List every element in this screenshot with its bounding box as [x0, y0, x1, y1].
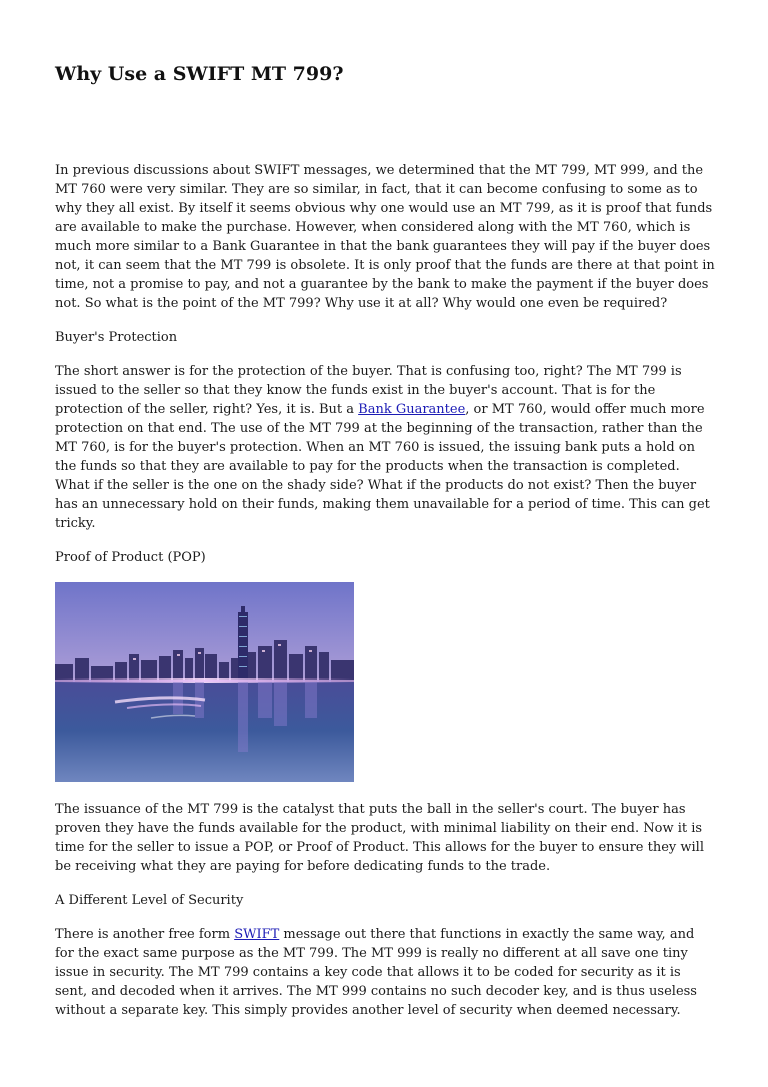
bank-guarantee-link[interactable]: Bank Guarantee — [358, 402, 466, 417]
city-skyline-image — [55, 582, 354, 782]
section-heading-security: A Different Level of Security — [55, 893, 244, 908]
paragraph-text: message out there that functions in exactly the same way, and for the exact same purpose as the MT 799. The MT 999 is really no different at all save one tiny issue in security. The MT 799 contains a key code that allows it to be coded for security as it is sent, and decoded when it arrives. The MT 999 contains no such decoder key, and is thus useless without a separate key. This simply provides another level of security when deemed necessary. — [55, 927, 697, 1018]
section-heading-proof-of-product: Proof of Product (POP) — [55, 550, 206, 565]
paragraph-text: The short answer is for the protection of the buyer. That is confusing too, right? The MT 799 is issued to the seller so that they know the funds exist in the buyer's account. That is for the protection of the seller, right? Yes, it is. But a — [55, 364, 682, 417]
proof-of-product-paragraph: The issuance of the MT 799 is the catalyst that puts the ball in the seller's court. The buyer has proven they have the funds available for the product, with minimal liability on their end. Now it is time for the seller to issue a POP, or Proof of Product. This allows for the buyer to ensure they will be receiving what they are paying for before dedicating funds to the trade. — [55, 802, 704, 874]
buyers-protection-paragraph — [55, 362, 715, 533]
page-title: Why Use a SWIFT MT 799? — [55, 63, 344, 85]
section-heading-buyers-protection: Buyer's Protection — [55, 330, 178, 345]
article-body — [55, 161, 715, 1035]
swift-link[interactable]: SWIFT — [234, 927, 280, 942]
paragraph-text: There is another free form — [55, 927, 235, 942]
intro-paragraph: In previous discussions about SWIFT messages, we determined that the MT 799, MT 999, and the MT 760 were very similar. They are so similar, in fact, that it can become confusing to some as to why they all exist. By itself it seems obvious why one would use an MT 799, as it is proof that funds are available to make the purchase. However, when considered along with the MT 760, which is much more similar to a Bank Guarantee in that the bank guarantees they will pay if the buyer does not, it can seem that the MT 799 is obsolete. It is only proof that the funds are there at that point in time, not a promise to pay, and not a guarantee by the bank to make the payment if the buyer does not. So what is the point of the MT 799? Why use it at all? Why would one even be required? — [55, 163, 715, 311]
paragraph-text: , or MT 760, would offer much more protection on that end. The use of the MT 799 at the beginning of the transaction, rather than the MT 760, is for the buyer's protection. When an MT 760 is issued, the issuing bank puts a hold on the funds so that they are available to pay for the products when the transaction is completed. What if the seller is the one on the shady side? What if the products do not exist? Then the buyer has an unnecessary hold on their funds, making them unavailable for a period of time. This can get tricky. — [55, 402, 710, 531]
skyline-photo — [55, 582, 354, 782]
security-paragraph — [55, 925, 715, 1020]
